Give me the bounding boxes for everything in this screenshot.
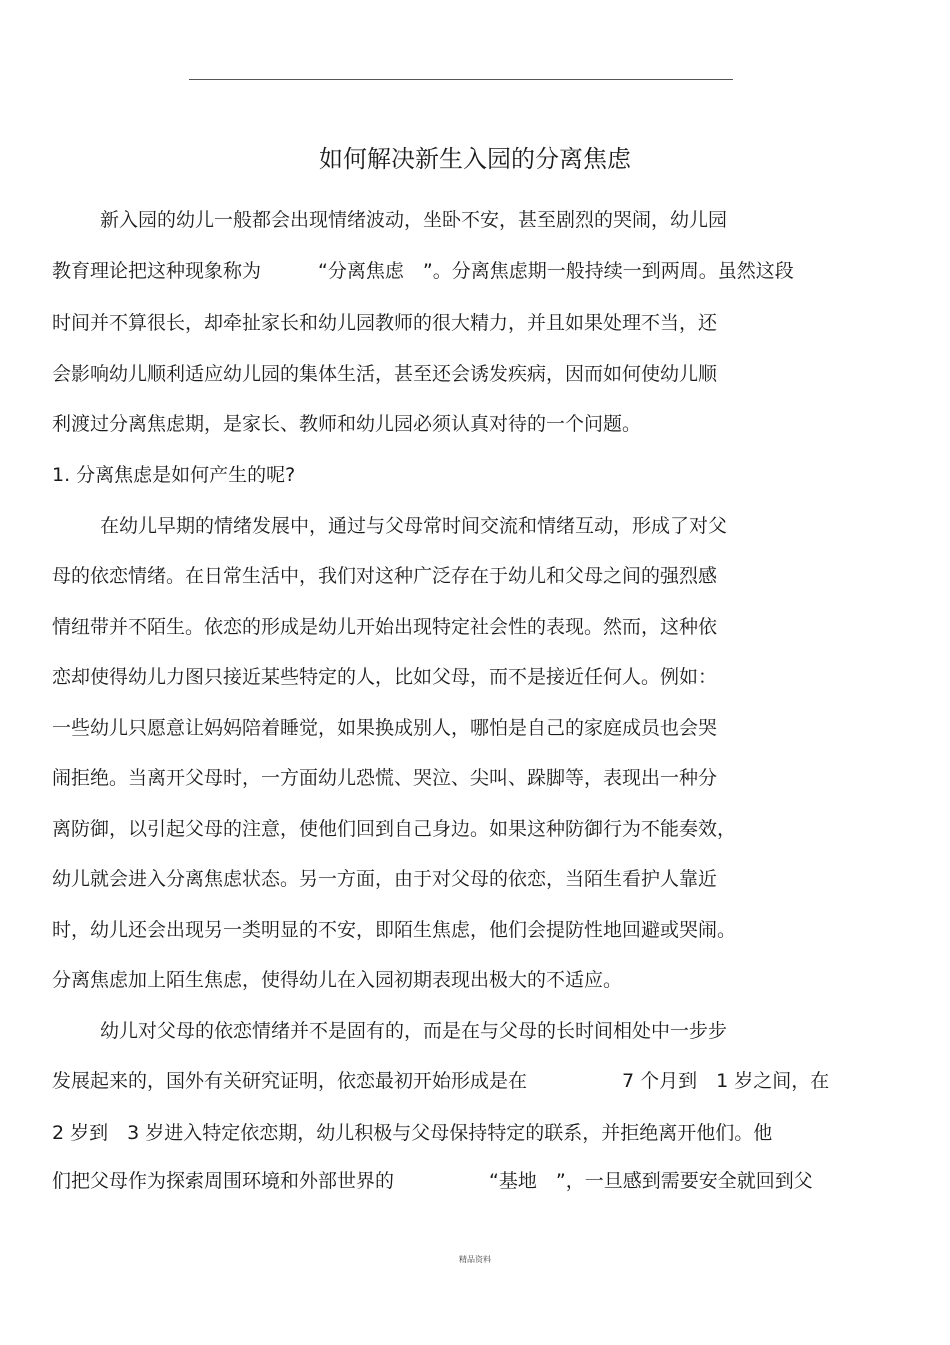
text-line: 母的依恋情绪。在日常生活中，我们对这种广泛存在于幼儿和父母之间的强烈感 [52, 565, 718, 587]
text-line: 情纽带并不陌生。依恋的形成是幼儿开始出现特定社会性的表现。然而，这种依 [52, 616, 718, 638]
text-line: 时，幼儿还会出现另一类明显的不安，即陌生焦虑，他们会提防性地回避或哭闹。 [52, 919, 737, 941]
text-line: 教育理论把这种现象称为 “分离焦虑 ”。分离焦虑期一般持续一到两周。虽然这段 [52, 260, 794, 282]
text-line: 在幼儿早期的情绪发展中，通过与父母常时间交流和情绪互动，形成了对父 [100, 515, 728, 537]
text-line: 时间并不算很长，却牵扯家长和幼儿园教师的很大精力，并且如果处理不当，还 [52, 312, 718, 334]
text-line: 恋却使得幼儿力图只接近某些特定的人，比如父母，而不是接近任何人。例如： [52, 666, 718, 688]
section-heading: 1. 分离焦虑是如何产生的呢? [52, 464, 296, 486]
text-line: 新入园的幼儿一般都会出现情绪波动，坐卧不安，甚至剧烈的哭闹，幼儿园 [100, 209, 728, 231]
header-rule [189, 79, 733, 80]
text-line: 们把父母作为探索周围环境和外部世界的 “基地 ”，一旦感到需要安全就回到父 [52, 1170, 813, 1192]
text-line: 幼儿就会进入分离焦虑状态。另一方面，由于对父母的依恋，当陌生看护人靠近 [52, 868, 718, 890]
text-line: 闹拒绝。当离开父母时，一方面幼儿恐慌、哭泣、尖叫、跺脚等，表现出一种分 [52, 767, 718, 789]
document-title: 如何解决新生入园的分离焦虑 [319, 145, 631, 173]
text-line: 分离焦虑加上陌生焦虑，使得幼儿在入园初期表现出极大的不适应。 [52, 969, 623, 991]
text-line: 离防御，以引起父母的注意，使他们回到自己身边。如果这种防御行为不能奏效， [52, 818, 737, 840]
text-line: 发展起来的，国外有关研究证明，依恋最初开始形成是在 7 个月到 1 岁之间，在 [52, 1070, 830, 1092]
text-line: 利渡过分离焦虑期，是家长、教师和幼儿园必须认真对待的一个问题。 [52, 413, 642, 435]
text-line: 一些幼儿只愿意让妈妈陪着睡觉，如果换成别人，哪怕是自己的家庭成员也会哭 [52, 717, 718, 739]
text-line: 幼儿对父母的依恋情绪并不是固有的，而是在与父母的长时间相处中一步步 [100, 1020, 728, 1042]
page-footer: 精品资料 [459, 1255, 491, 1264]
text-line: 会影响幼儿顺利适应幼儿园的集体生活，甚至还会诱发疾病，因而如何使幼儿顺 [52, 363, 718, 385]
text-line: 2 岁到 3 岁进入特定依恋期，幼儿积极与父母保持特定的联系，并拒绝离开他们。他 [52, 1122, 773, 1144]
